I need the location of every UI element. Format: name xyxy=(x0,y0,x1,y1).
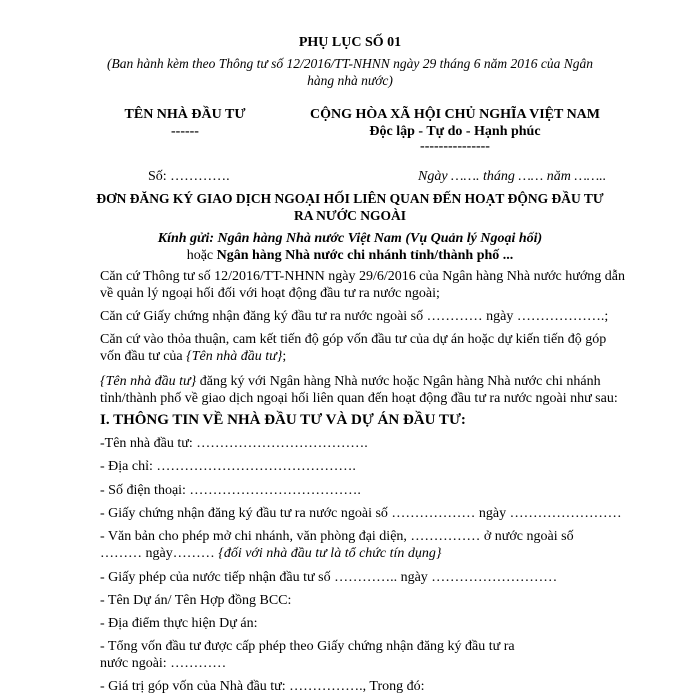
recipient-branch: Ngân hàng Nhà nước chi nhánh tỉnh/thành phố ... xyxy=(216,248,514,263)
field-phone: - Số điện thoại: ………………………………. xyxy=(100,483,361,498)
basis-3-investor: {Tên nhà đầu tư} xyxy=(186,349,283,364)
field-branch-permit-line-2 xyxy=(100,545,442,563)
national-motto: Độc lập - Tự do - Hạnh phúc xyxy=(369,124,541,139)
country-name: CỘNG HÒA XÃ HỘI CHỦ NGHĨA VIỆT NAM xyxy=(309,107,600,122)
recipient-line-2 xyxy=(0,247,700,265)
issued-note-line-1: (Ban hành kèm theo Thông tư số 12/2016/TT-NHNN ngày 29 tháng 6 năm 2016 của Ngân xyxy=(107,56,593,71)
field-total-capital-line-2: nước ngoài: ………… xyxy=(100,656,227,671)
form-title-line-2: RA NƯỚC NGOÀI xyxy=(293,208,406,223)
field-branch-permit-line-1: - Văn bản cho phép mở chi nhánh, văn phòng đại diện, …………… ở nước ngoài số xyxy=(100,529,574,544)
registration-investor: {Tên nhà đầu tư} xyxy=(100,374,197,389)
field-capital-contribution: - Giá trị góp vốn của Nhà đầu tư: ……………., Trong đó: xyxy=(100,679,425,694)
section-1-heading: I. THÔNG TIN VỀ NHÀ ĐẦU TƯ VÀ DỰ ÁN ĐẦU TƯ: xyxy=(100,412,466,428)
form-title-line-1: ĐƠN ĐĂNG KÝ GIAO DỊCH NGOẠI HỐI LIÊN QUAN ĐẾN HOẠT ĐỘNG ĐẦU TƯ xyxy=(96,191,604,206)
investor-name-label: TÊN NHÀ ĐẦU TƯ xyxy=(124,107,246,122)
field-total-capital-line-1: - Tổng vốn đầu tư được cấp phép theo Giấy chứng nhận đăng ký đầu tư ra xyxy=(100,639,515,654)
field-address: - Địa chỉ: ……………………………………. xyxy=(100,459,356,474)
appendix-title: PHỤ LỤC SỐ 01 xyxy=(298,35,402,50)
basis-paragraph-3 xyxy=(100,331,625,365)
recipient-line-1: Kính gửi: Ngân hàng Nhà nước Việt Nam (Vụ Quản lý Ngoại hối) xyxy=(157,231,543,246)
registration-paragraph xyxy=(100,373,625,407)
branch-permit-date: ……… ngày……… xyxy=(100,546,219,561)
basis-3-end: ; xyxy=(282,349,287,364)
branch-permit-note: {đối với nhà đầu tư là tổ chức tín dụng} xyxy=(218,546,442,561)
basis-3-text: Căn cứ vào thỏa thuận, cam kết tiến độ góp vốn đầu tư của dự án hoặc dự kiến tiến độ góp vốn đầu tư của xyxy=(100,332,607,364)
basis-paragraph-2: Căn cứ Giấy chứng nhận đăng ký đầu tư ra nước ngoài số ………… ngày ……………….; xyxy=(100,309,609,324)
investor-dash: ------ xyxy=(171,124,199,139)
field-project-location: - Địa điểm thực hiện Dự án: xyxy=(100,616,258,631)
motto-dash: --------------- xyxy=(420,139,490,154)
field-project-name: - Tên Dự án/ Tên Hợp đồng BCC: xyxy=(100,593,292,608)
date-field: Ngày ……. tháng …… năm …….. xyxy=(418,169,607,184)
field-investment-certificate: - Giấy chứng nhận đăng ký đầu tư ra nước ngoài số ……………… ngày …………………… xyxy=(100,506,622,521)
document-number-field: Số: …………. xyxy=(148,169,230,184)
field-host-country-license: - Giấy phép của nước tiếp nhận đầu tư số ………….. ngày ……………………… xyxy=(100,570,558,585)
recipient-prefix: hoặc xyxy=(186,248,217,263)
issued-note-line-2: hàng nhà nước) xyxy=(307,73,393,88)
basis-paragraph-1: Căn cứ Thông tư số 12/2016/TT-NHNN ngày 29/6/2016 của Ngân hàng Nhà nước hướng dẫn về quản lý ngoại hối đối với hoạt động đầu tư ra nước ngoài; xyxy=(100,269,625,301)
registration-text: đăng ký với Ngân hàng Nhà nước hoặc Ngân hàng Nhà nước chi nhánh tỉnh/thành phố về giao dịch ngoại hối liên quan đến hoạt động đầu tư ra nước ngoài như sau: xyxy=(100,374,618,406)
field-investor-name: -Tên nhà đầu tư: ………………………………. xyxy=(100,436,368,451)
